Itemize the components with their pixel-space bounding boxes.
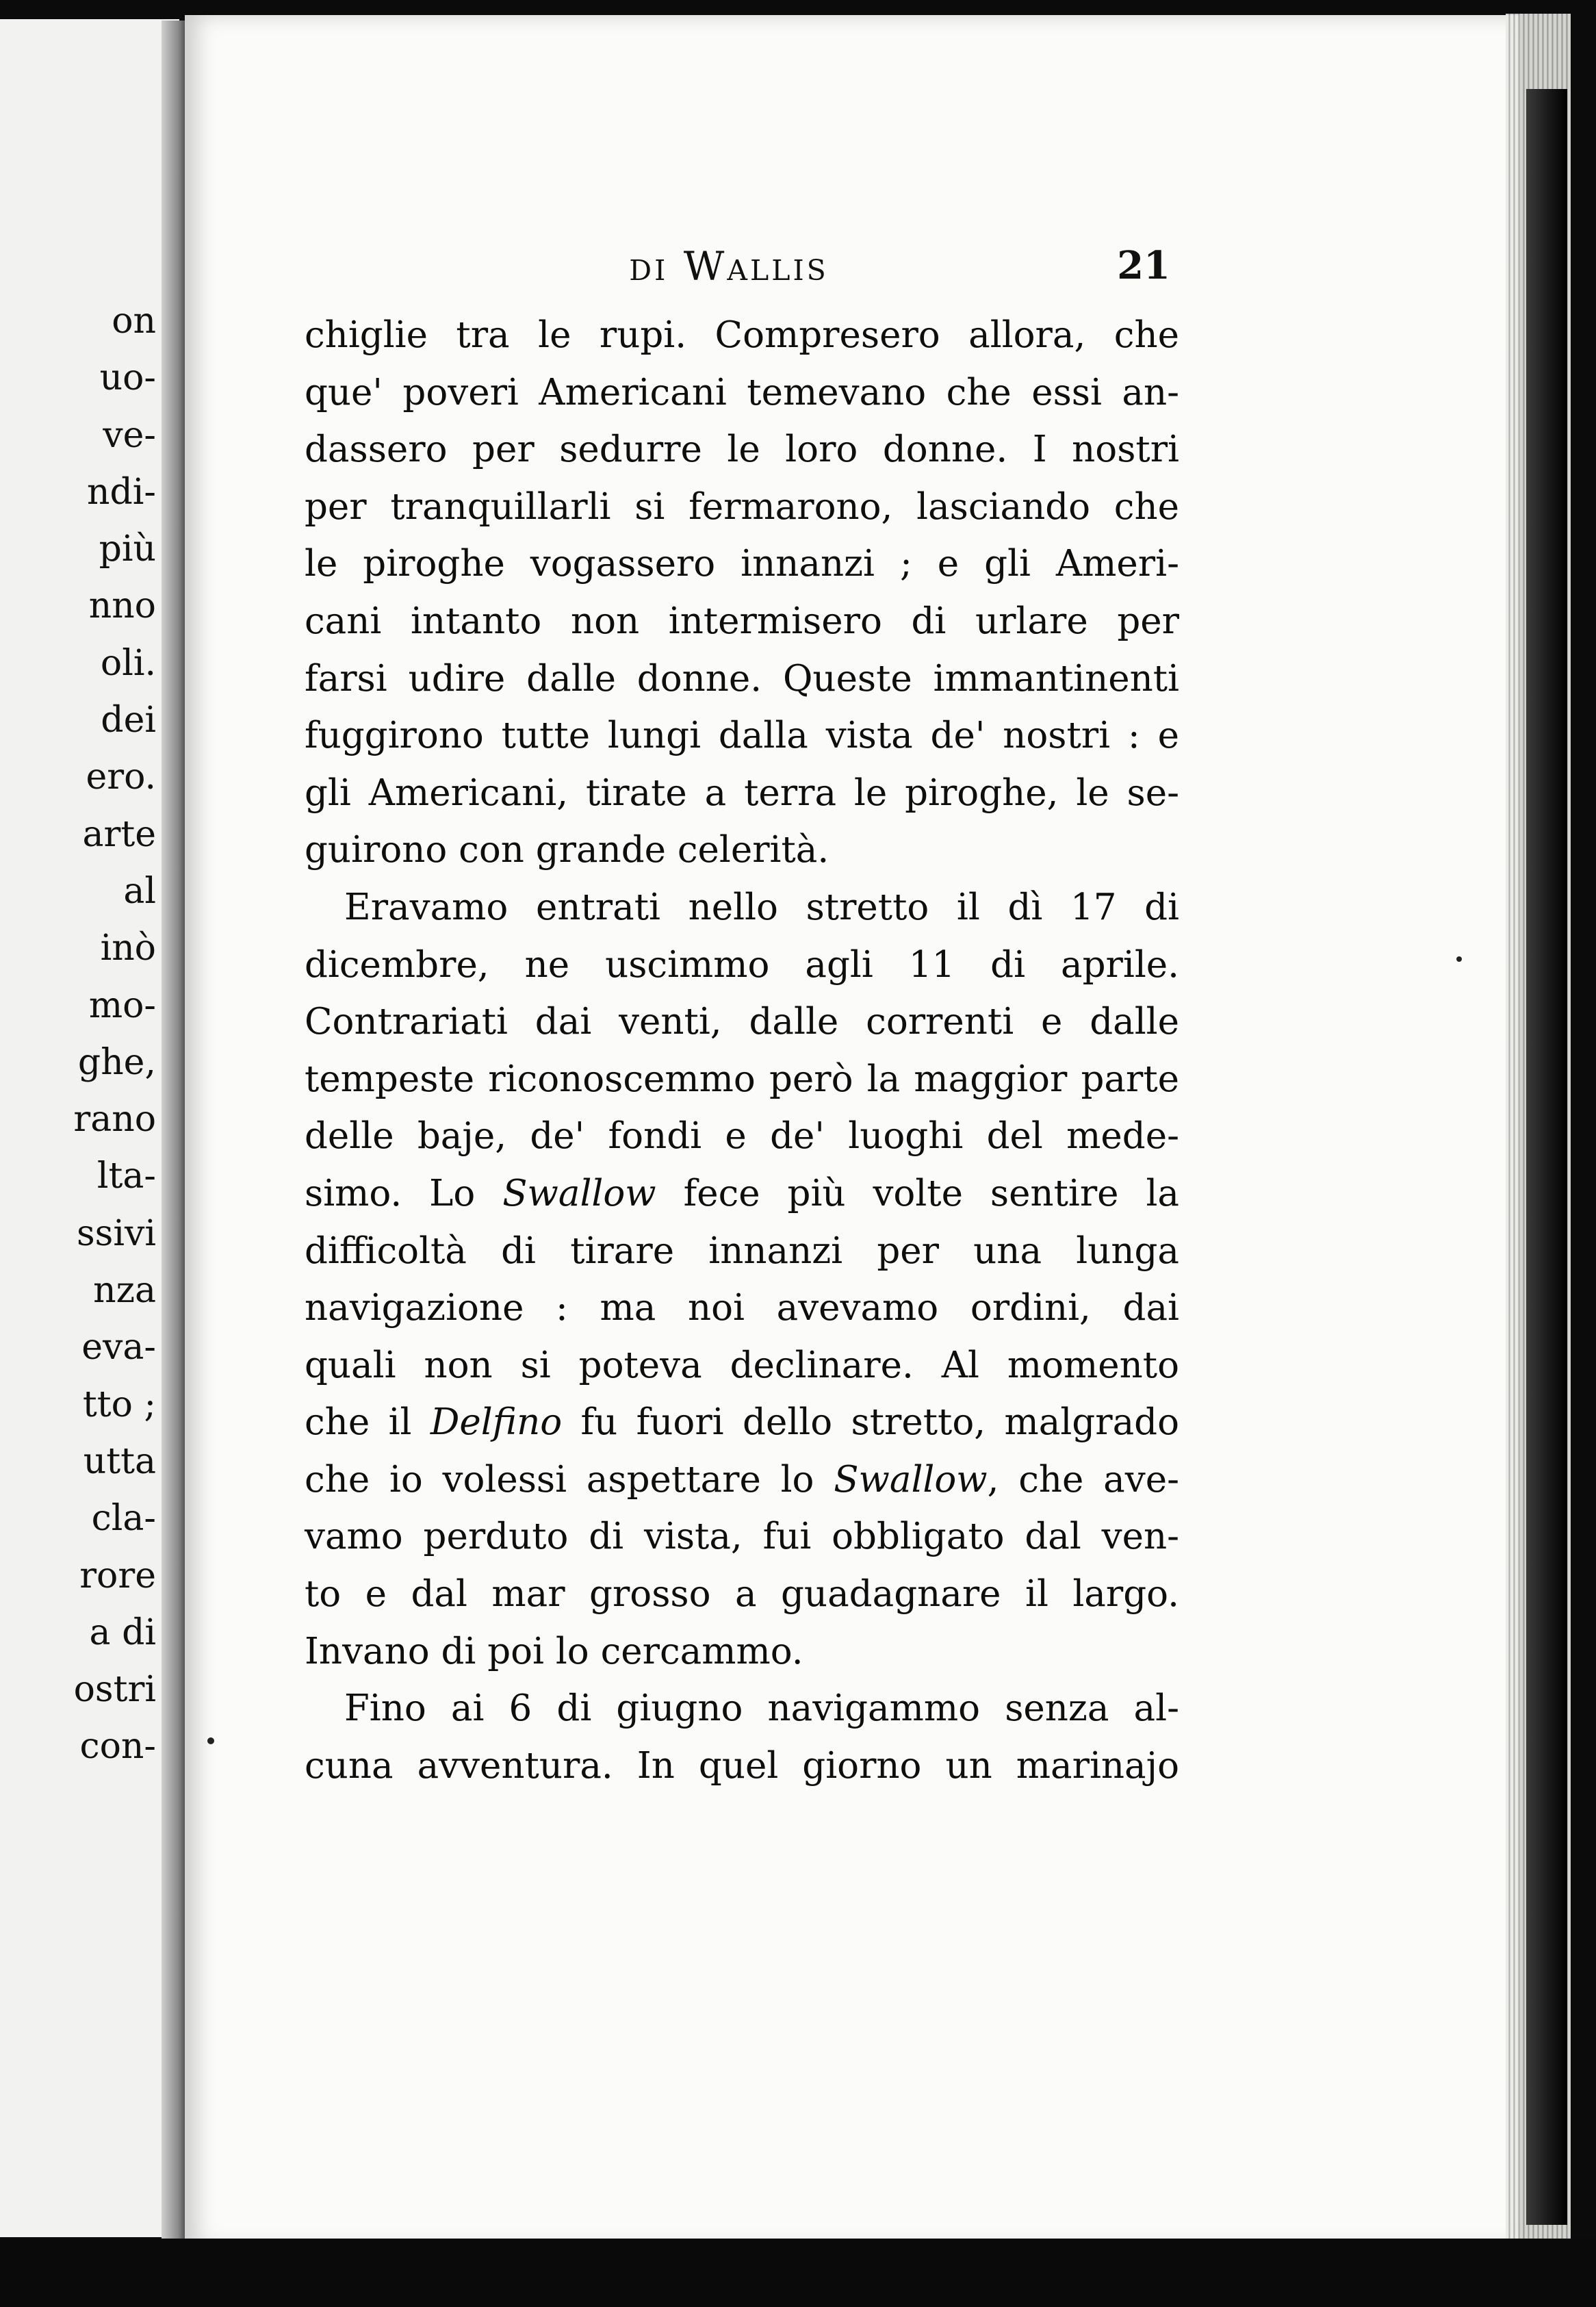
left-page-fragments <box>0 293 164 1776</box>
left-fragment: ssivi <box>76 1212 156 1254</box>
left-fragment: nza <box>93 1270 156 1312</box>
text-line: to e dal mar grosso a guadagnare il largo. <box>305 1573 1179 1616</box>
left-fragment: utta <box>83 1440 156 1482</box>
text-line: navigazione : ma noi avevamo ordini, dai <box>305 1287 1179 1329</box>
text-line: dassero per sedurre le loro donne. I nostri <box>305 429 1179 471</box>
text-line: quali non si poteva declinare. Al momento <box>305 1344 1179 1386</box>
book-cover-edge <box>1526 89 1567 2225</box>
left-fragment: nno <box>88 585 156 627</box>
left-fragment: ve- <box>103 414 156 456</box>
left-fragment: uo- <box>99 357 156 399</box>
left-fragment: rore <box>79 1555 156 1596</box>
left-fragment: ghe, <box>77 1041 156 1083</box>
speck-mark <box>1456 956 1462 962</box>
left-fragment: eva- <box>81 1327 156 1368</box>
left-fragment: inò <box>100 928 156 969</box>
left-fragment: arte <box>82 813 156 855</box>
text-line: per tranquillarli si fermarono, lasciando che <box>305 485 1179 528</box>
text-line: tempeste riconoscemmo però la maggior parte <box>305 1058 1179 1100</box>
text-line: cani intanto non intermisero di urlare per <box>305 600 1179 642</box>
text-line: Eravamo entrati nello stretto il dì 17 di <box>344 886 1179 928</box>
running-title: di Wallis <box>629 243 829 290</box>
scan-background <box>0 2239 1596 2307</box>
left-fragment: oli. <box>100 642 156 684</box>
left-fragment: lta- <box>96 1156 156 1197</box>
left-fragment: ndi- <box>87 471 156 513</box>
text-line: dicembre, ne uscimmo agli 11 di aprile. <box>305 943 1179 986</box>
text-line: Invano di poi lo cercammo. <box>305 1630 803 1672</box>
left-fragment: a di <box>89 1611 156 1653</box>
text-line: che il Delfino fu fuori dello stretto, malgrado <box>305 1401 1179 1444</box>
text-line: simo. Lo Swallow fece più volte sentire la <box>305 1172 1179 1214</box>
text-line: chiglie tra le rupi. Compresero allora, che <box>305 314 1179 356</box>
text-line: le piroghe vogassero innanzi ; e gli Ameri- <box>305 543 1179 585</box>
text-line: que' poveri Americani temevano che essi an- <box>305 371 1179 413</box>
text-line: farsi udire dalle donne. Queste immantinenti <box>305 657 1179 700</box>
left-fragment: ostri <box>73 1669 156 1711</box>
text-line: guirono con grande celerità. <box>305 829 829 871</box>
left-fragment: con- <box>79 1726 156 1768</box>
text-line: Fino ai 6 di giugno navigammo senza al- <box>344 1687 1179 1730</box>
left-fragment: on <box>112 301 156 342</box>
running-head <box>287 243 1170 298</box>
text-line: gli Americani, tirate a terra le piroghe, le se- <box>305 772 1179 814</box>
left-fragment: mo- <box>88 984 156 1026</box>
left-fragment: al <box>123 870 156 912</box>
text-line: che io volessi aspettare lo Swallow, che ave- <box>305 1458 1179 1501</box>
page-number: 21 <box>1117 243 1170 288</box>
text-line: cuna avventura. In quel giorno un marinajo <box>305 1744 1179 1787</box>
text-line: Contrariati dai venti, dalle correnti e dalle <box>305 1001 1179 1043</box>
left-fragment: rano <box>73 1099 156 1140</box>
left-fragment: più <box>99 528 156 570</box>
text-line: delle baje, de' fondi e de' luoghi del mede- <box>305 1115 1179 1158</box>
speck-mark <box>207 1737 214 1744</box>
left-fragment: ero. <box>86 756 156 798</box>
text-line: difficoltà di tirare innanzi per una lunga <box>305 1229 1179 1272</box>
body-text <box>305 307 1179 1794</box>
left-fragment: cla- <box>91 1498 156 1540</box>
left-fragment: dei <box>101 700 156 741</box>
text-line: fuggirono tutte lungi dalla vista de' nostri : e <box>305 715 1179 757</box>
left-fragment: tto ; <box>82 1384 156 1425</box>
text-line: vamo perduto di vista, fui obbligato dal ven- <box>305 1516 1179 1558</box>
